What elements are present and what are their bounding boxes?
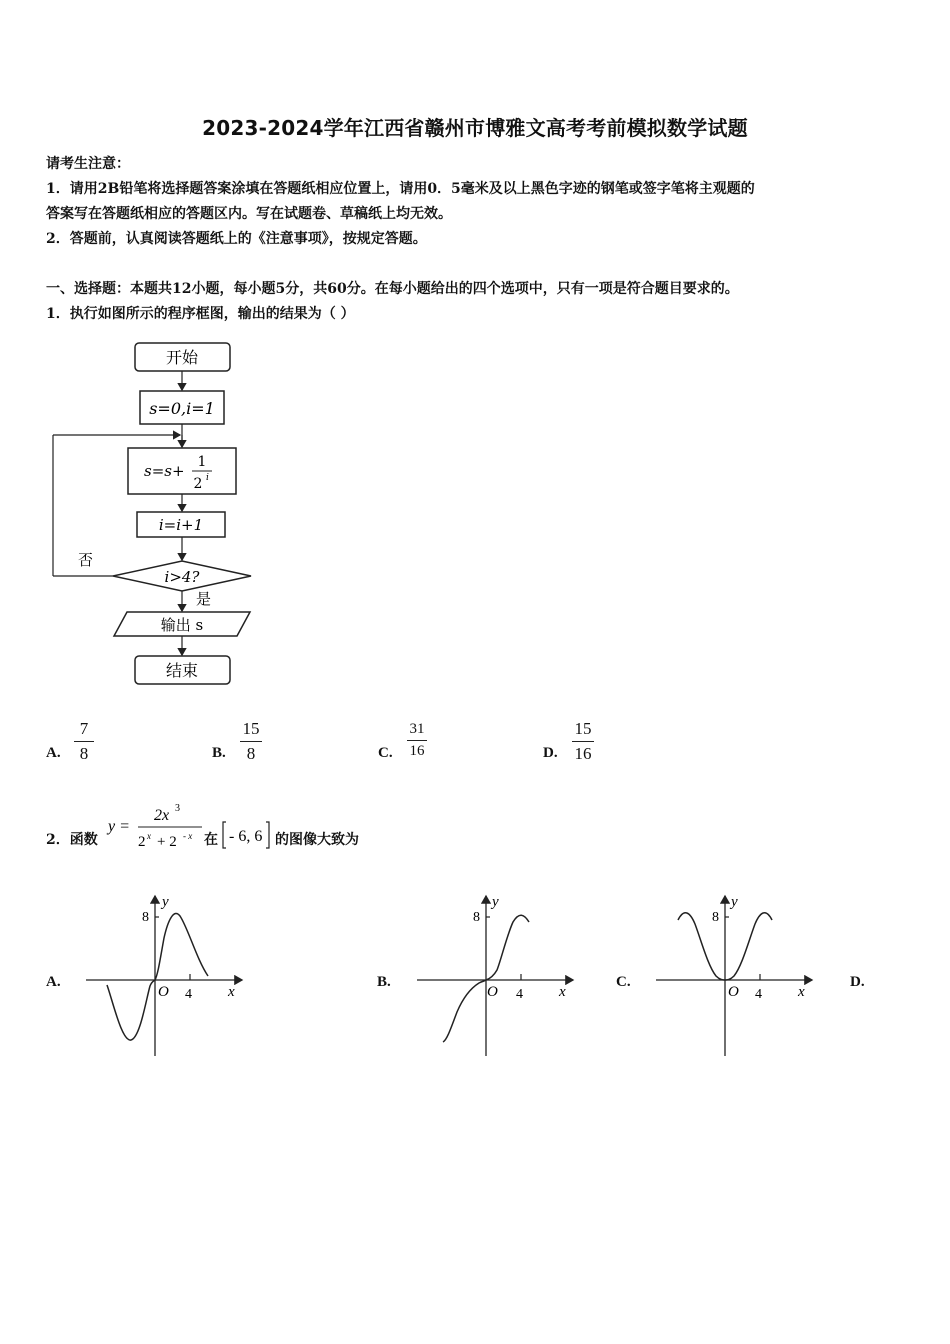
graph-a-tick-x: 4 <box>185 987 192 1002</box>
flow-init-text: s=0,i=1 <box>149 399 215 418</box>
q1-option-c-letter[interactable]: C. <box>378 745 393 761</box>
q2-prefix: 2．函数 <box>46 832 98 848</box>
flow-condition-text: i>4? <box>164 568 200 586</box>
flow-yes-label: 是 <box>196 590 212 608</box>
q2-interval-text: - 6, 6 <box>229 828 263 845</box>
q2-option-d-letter[interactable]: D. <box>850 974 865 990</box>
q2-func-den-a-exp: x <box>147 831 151 841</box>
notice-item2: 2．答题前，认真阅读答题纸上的《注意事项》，按规定答题。 <box>46 231 427 247</box>
flow-update-s-prefix: s=s+ <box>144 462 185 480</box>
q2-function-formula <box>104 800 204 855</box>
flow-update-s-num: 1 <box>197 454 207 470</box>
graph-c-tick-x: 4 <box>755 987 762 1002</box>
q2-interval <box>220 818 274 852</box>
q1-option-a-fraction[interactable] <box>74 719 94 764</box>
notice-item1-line1: 1．请用2B铅笔将选择题答案涂填在答题纸相应位置上，请用0．5毫米及以上黑色字迹的钢笔或签字笔将主观题的 <box>46 181 755 197</box>
q2-func-lhs: y = <box>108 818 130 835</box>
q2-graph-b[interactable] <box>411 890 581 1060</box>
q2-func-num-exp: 3 <box>175 803 180 814</box>
flow-end-text: 结束 <box>165 661 199 680</box>
q1-option-a-num: 7 <box>79 719 89 738</box>
q2-mid: 在 <box>204 832 218 848</box>
graph-b-x-label: x <box>559 984 566 1000</box>
graph-a-x-label: x <box>228 984 235 1000</box>
q1-option-b-letter[interactable]: B. <box>212 745 226 761</box>
notice-heading: 请考生注意： <box>46 156 130 172</box>
flow-update-i-text: i=i+1 <box>158 516 204 534</box>
q1-option-d-fraction[interactable] <box>572 719 594 764</box>
q2-option-c-letter[interactable]: C. <box>616 974 631 990</box>
graph-b-tick-y: 8 <box>473 910 480 925</box>
flow-start-text: 开始 <box>165 348 199 367</box>
graph-c-origin: O <box>728 984 739 1000</box>
q1-option-d-letter[interactable]: D. <box>543 745 558 761</box>
q1-option-a-letter[interactable]: A. <box>46 745 61 761</box>
q2-func-num: 2x <box>154 807 170 824</box>
section1-heading: 一、选择题：本题共12小题，每小题5分，共60分。在每小题给出的四个选项中，只有一项是符合题目要求的。 <box>46 281 739 297</box>
q1-option-d-num: 15 <box>574 719 592 738</box>
graph-b-origin: O <box>487 984 498 1000</box>
q2-func-den-a: 2 <box>138 834 146 850</box>
page-title: 2023-2024学年江西省赣州市博雅文高考考前模拟数学试题 <box>202 116 748 140</box>
q1-option-b-fraction[interactable] <box>240 719 262 764</box>
q2-option-b-letter[interactable]: B. <box>377 974 391 990</box>
q1-flowchart <box>40 335 270 695</box>
q1-option-b-den: 8 <box>246 744 256 763</box>
graph-b-y-label: y <box>492 894 499 910</box>
graph-a-origin: O <box>158 984 169 1000</box>
q1-option-c-fraction[interactable] <box>407 721 427 760</box>
q1-option-c-den: 16 <box>409 743 425 759</box>
flow-update-s-exp: i <box>206 473 209 483</box>
q2-suffix: 的图像大致为 <box>275 832 359 848</box>
q2-graph-c[interactable] <box>650 890 820 1060</box>
q1-option-a-den: 8 <box>79 744 89 763</box>
graph-c-x-label: x <box>798 984 805 1000</box>
notice-item1-line2: 答案写在答题纸相应的答题区内。写在试题卷、草稿纸上均无效。 <box>46 206 452 222</box>
flow-output-text: 输出 s <box>160 616 204 634</box>
graph-c-tick-y: 8 <box>712 910 719 925</box>
q1-option-b-num: 15 <box>242 719 260 738</box>
q2-graph-a[interactable] <box>80 890 250 1060</box>
graph-a-tick-y: 8 <box>142 910 149 925</box>
graph-a-y-label: y <box>162 894 169 910</box>
q1-stem: 1．执行如图所示的程序框图，输出的结果为（ ） <box>46 306 355 322</box>
graph-b-tick-x: 4 <box>516 987 523 1002</box>
q2-func-den-b-exp: - x <box>183 831 193 841</box>
q1-option-c-num: 31 <box>409 721 425 737</box>
graph-c-y-label: y <box>731 894 738 910</box>
q2-option-a-letter[interactable]: A. <box>46 974 61 990</box>
q1-option-d-den: 16 <box>574 744 592 763</box>
q2-func-den-plus: + 2 <box>157 834 177 850</box>
flow-update-s-den: 2 <box>193 476 203 492</box>
flow-no-label: 否 <box>78 551 94 569</box>
